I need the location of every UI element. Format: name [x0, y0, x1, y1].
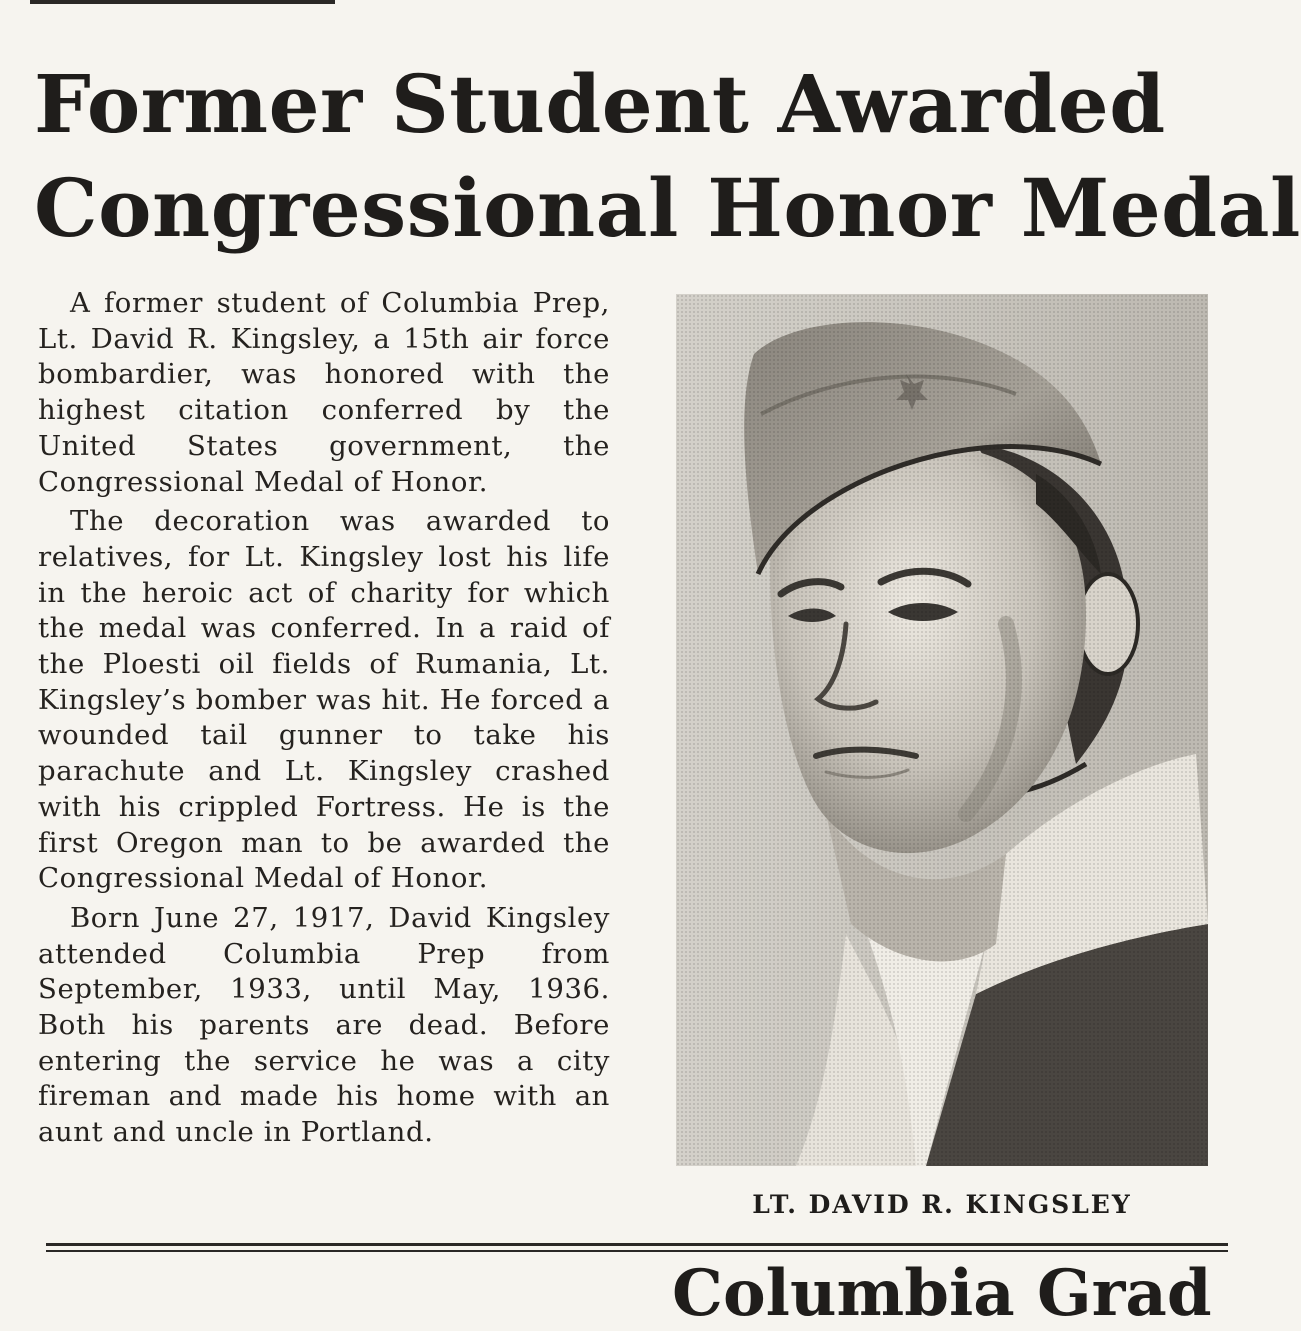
paragraph-3: Born June 27, 1917, David Kingsley attended Columbia Prep from September, 1933, until May, 1936. Both his parents are dead. Before entering the service he was a city fireman and made his home with an aunt and uncle in Portland.	[38, 901, 610, 1149]
portrait-illustration	[676, 294, 1208, 1166]
photo-caption: LT. DAVID R. KINGSLEY	[752, 1190, 1132, 1219]
paragraph-2: The decoration was awarded to relatives, for Lt. Kingsley lost his life in the heroic act of charity for which the medal was conferred. In a raid of the Ploesti oil fields of Rumania, Lt. Kingsley’s bomber was hit. He forced a wounded tail gunner to take his parachute and Lt. Kingsley crashed with his crippled Fortress. He is the first Oregon man to be awarded the Congressional Medal of Honor.	[38, 505, 610, 895]
headline	[34, 52, 1301, 260]
bottom-rule-thick	[46, 1243, 1228, 1246]
paragraph-1: A former student of Columbia Prep, Lt. David R. Kingsley, a 15th air force bombardier, was honored with the highest citation conferred by the United States government, the Congressional Medal of Honor.	[38, 287, 610, 498]
headline-line-2: Congressional Honor Medal	[34, 161, 1301, 255]
bottom-rule-thin	[46, 1250, 1228, 1252]
headline-line-1: Former Student Awarded	[34, 57, 1166, 151]
next-article-headline: Columbia Grad	[672, 1256, 1212, 1331]
portrait-photo	[676, 294, 1208, 1166]
top-rule	[30, 0, 335, 4]
next-article-headline-fragment	[672, 1256, 1232, 1331]
article-body	[38, 286, 610, 1151]
